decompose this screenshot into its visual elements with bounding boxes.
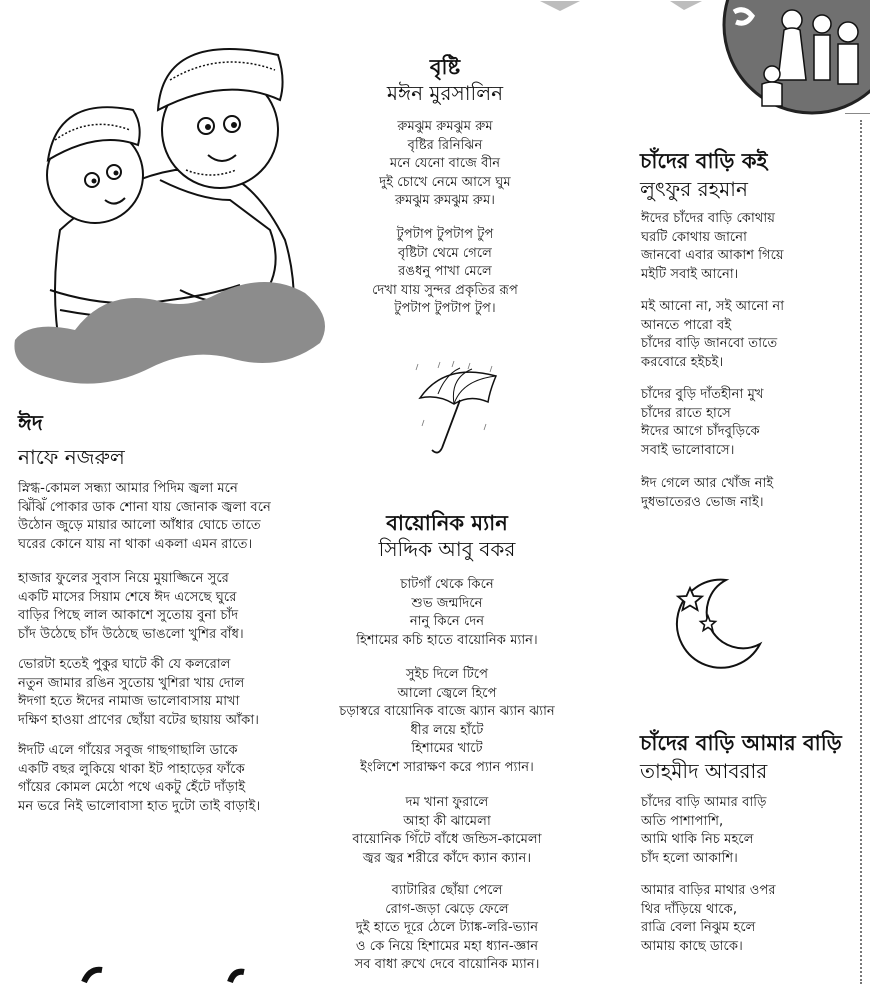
poem-brishti-title: বৃষ্টি [429,55,461,79]
poem-line: আলো জ্বেলে হিপে [397,685,497,701]
poem-chander-bari-koi-stanza-4 [641,475,773,512]
poem-chander-bari-koi-title: চাঁদের বাড়ি কই [640,149,768,173]
poem-line: ব্যাটারির ছোঁয়া পেলে [391,883,503,898]
poem-line: ধীর লয়ে হাঁটে [410,722,484,738]
poem-line: চাঁদ উঠেছে চাঁদ উঠেছে ভাঙলো খুশির বাঁধ। [18,626,244,642]
poem-line: চাঁদের রাতে হাসে [641,405,731,421]
poem-bionic-stanza-2 [332,666,562,778]
poem-line: ঈদগা হতে ঈদের নামাজ ভালোবাসায় মাখা [18,694,240,710]
poem-line: করবোরে হইচই। [641,354,724,370]
poem-line: ঝিঁঝিঁ পোকার ডাক শোনা যায় জোনাক জ্বলা বনে [18,499,271,515]
poem-line: ঈদ গেলে আর খোঁজ নাই [641,476,774,491]
umbrella-in-rain-illustration [410,360,502,460]
poem-line: আমায় কাছে ডাকে। [641,938,743,954]
badge-divider [845,113,870,114]
poem-line: চাঁদের বাড়ি জানবো তাতে [641,336,778,352]
poem-line: ইংলিশে সারাক্ষণ করে প্যান প্যান। [360,759,534,775]
poem-chander-bari-amar-bari-title: চাঁদের বাড়ি আমার বাড়ি [640,731,842,755]
poem-chander-bari-amar-bari-stanza-2 [641,882,776,956]
poem-line: জানবো এবার আকাশ গিয়ে [641,248,784,264]
poem-line: রুমঝুম রুমঝুম রুম [397,119,493,134]
poem-chander-bari-koi-poet: লুৎফুর রহমান [640,177,748,201]
poem-bionic-stanza-4 [332,882,562,975]
poem-line: বৃষ্টির রিনিঝিন [407,137,483,153]
poem-eid-poet: নাফে নজরুল [18,445,125,469]
poem-line: দেখা যায় সুন্দর প্রকৃতির রূপ [372,282,518,298]
poem-line: চড়াস্বরে বায়োনিক বাজে ঝ্যান ঝ্যান ঝ্যান [339,704,555,720]
poem-line: বৃষ্টিটা থেমে গেলে [397,245,493,261]
poem-line: রঙধনু পাখা মেলে [398,264,492,280]
poem-line: সবাই ভালোবাসে। [641,442,735,458]
poem-line: দুধভাতেরও ভোজ নাই। [641,494,764,510]
poem-line: উঠোন জুড়ে মায়ার আলো আঁধার ঘোচে তাতে [18,518,261,534]
poem-line: একটি মাসের সিয়াম শেষে ঈদ এসেছে ঘুরে [18,589,237,605]
poem-line: রাত্রি বেলা নিঝুম হলে [641,920,756,936]
poem-line: ঈদটি এলে গাঁয়ের সবুজ গাছগাছালি ডাকে [18,743,238,758]
poem-bionic-title: বায়োনিক ম্যান [386,511,508,535]
poem-line: দম খানা ফুরালে [405,795,489,810]
poem-line: দক্ষিণ হাওয়া প্রাণের ছোঁয়া বটের ছায়ায় আঁকা। [18,712,259,728]
poem-line: ঈদের চাঁদের বাড়ি কোথায় [641,211,775,226]
poem-line: ও কে নিয়ে হিশামের মহা ধ্যান-জ্ঞান [355,938,539,954]
poem-line: সুইচ দিলে টিপে [405,667,489,682]
poem-chander-bari-koi-stanza-2 [641,298,784,372]
poem-eid-stanza-4 [18,742,260,816]
poem-line: আনতে পারো বই [641,317,732,333]
poem-line: গাঁয়ের কোমল মেঠো পথে একটু হেঁটে দাঁড়াই [18,780,246,796]
poem-line: চাঁদের বাড়ি আমার বাড়ি [641,795,767,810]
poem-line: আহা কী ঝামেলা [403,813,491,829]
cropped-heading-fragment [80,966,250,984]
poem-chander-bari-amar-bari-stanza-1 [641,794,767,868]
poem-chander-bari-koi-stanza-1 [641,210,784,284]
poem-chander-bari-amar-bari-poet: তাহমীদ আবরার [640,759,768,783]
eid-hug-illustration [10,20,330,400]
family-badge-illustration [722,0,870,118]
poem-line: নানু কিনে দেন [409,614,485,630]
poem-line: শুভ জন্মদিনে [411,595,483,611]
poem-line: বায়োনিক গিঁটে বাঁধে জন্ডিস-কামেলা [352,832,542,848]
poem-line: হাজার ফুলের সুবাস নিয়ে মুয়াজ্জিনে সুরে [18,571,229,586]
poem-eid-title: ঈদ [18,411,43,435]
poem-line: মই আনো না, সই আনো না [641,299,785,314]
poem-bionic-poet: সিদ্দিক আবু বকর [378,537,516,561]
poem-line: চাঁদের বুড়ি দাঁতহীনা মুখ [641,387,764,402]
poem-line: টুপটাপ টুপটাপ টুপ। [394,301,496,317]
poem-chander-bari-koi-stanza-3 [641,386,764,460]
poem-line: মনে যেনো বাজে বীন [389,156,501,172]
poem-line: থির দাঁড়িয়ে থাকে, [641,901,738,917]
poem-line: আমার বাড়ির মাথার ওপর [641,883,776,898]
poem-eid-stanza-2 [18,570,244,644]
poem-line: চাটগাঁ থেকে কিনে [400,577,494,592]
poem-line: স্নিগ্ধ-কোমল সন্ধ্যা আমার পিদিম জ্বলা মনে [18,481,238,496]
poem-brishti-stanza-2 [330,226,560,319]
poem-line: মন ভরে নিই ভালোবাসা হাত দুটো তাই বাড়াই। [18,798,261,814]
poem-line: দুই চোখে নেমে আসে ঘুম [379,174,511,190]
poem-line: ঈদের আগে চাঁদবুড়িকে [641,424,760,440]
poem-line: ঘরের কোনে যায় না থাকা একলা এমন রাতে। [18,536,253,552]
poem-line: অতি পাশাপাশি, [641,813,724,829]
poem-line: ঘরটি কোথায় জানো [641,229,747,245]
poem-bionic-stanza-3 [332,794,562,868]
poem-line: নতুন জামার রঙিন সুতোয় খুশিরা খায় দোল [18,675,245,691]
poem-line: টুপটাপ টুপটাপ টুপ [396,227,494,242]
poem-line: রুমঝুম রুমঝুম রুম। [394,193,496,209]
crescent-moon-stars-illustration [668,574,764,670]
poem-brishti-stanza-1 [330,118,560,211]
top-decoration [480,0,710,14]
poem-line: একটি বছর লুকিয়ে থাকা ইট পাহাড়ের ফাঁকে [18,761,245,777]
poem-bionic-stanza-1 [332,576,562,650]
poem-line: হিশামের খাটে [411,741,483,757]
poem-line: হিশামের কচি হাতে বায়োনিক ম্যান। [356,632,538,648]
poem-line: মইটি সবাই আনো। [641,266,739,282]
poem-eid-stanza-3 [18,656,259,730]
poem-line: রোগ-জড়া ঝেড়ে ফেলে [385,901,509,917]
poem-line: চাঁদ হলো আকাশি। [641,850,738,866]
column-divider [860,120,862,984]
poem-line: বাড়ির পিছে লাল আকাশে সুতোয় বুনা চাঁদ [18,608,239,624]
poem-line: দুই হাতে দূরে ঠেলে ট্যাঙ্ক-লরি-ভ্যান [355,920,539,936]
poem-brishti-poet: মঈন মুরসালিন [386,81,504,105]
poem-line: জ্বর জ্বর শরীরে কাঁদে ক্যান ক্যান। [362,850,532,866]
poem-eid-stanza-1 [18,480,271,554]
poem-line: ভোরটা হতেই পুকুর ঘাটে কী যে কলরোল [18,657,231,672]
poem-line: সব বাধা রুখে দেবে বায়োনিক ম্যান। [354,957,540,973]
poem-line: আমি থাকি নিচ মহলে [641,832,754,848]
